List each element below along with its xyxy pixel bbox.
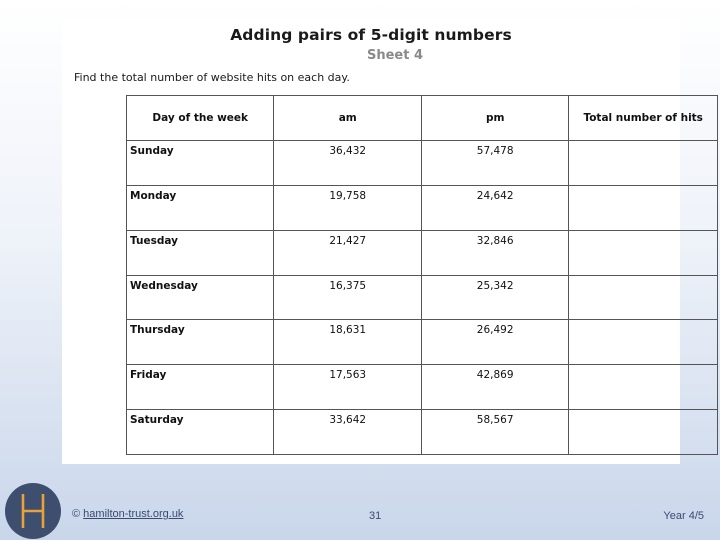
am-cell: 17,563 [274, 365, 421, 410]
day-cell: Sunday [127, 141, 274, 186]
worksheet [62, 21, 703, 464]
copyright-symbol: © [72, 508, 81, 520]
worksheet-subtitle: Sheet 4 [366, 48, 424, 63]
table-row [127, 365, 718, 410]
am-cell: 21,427 [274, 230, 421, 275]
am-cell: 18,631 [274, 320, 421, 365]
total-cell[interactable] [569, 141, 718, 186]
table-row [127, 320, 718, 365]
table-header-row [127, 96, 718, 141]
am-cell: 33,642 [274, 410, 421, 455]
day-cell: Tuesday [127, 230, 274, 275]
table-row [127, 185, 718, 230]
pm-cell: 58,567 [421, 410, 568, 455]
page-number: 31 [369, 510, 382, 522]
header-am: am [274, 96, 421, 141]
am-cell: 16,375 [274, 275, 421, 320]
hamilton-trust-link[interactable]: hamilton-trust.org.uk [83, 508, 184, 520]
pm-cell: 24,642 [421, 185, 568, 230]
header-day: Day of the week [127, 96, 274, 141]
table-row [127, 275, 718, 320]
worksheet-instruction: Find the total number of website hits on each day. [74, 71, 350, 84]
am-cell: 36,432 [274, 141, 421, 186]
total-cell[interactable] [569, 185, 718, 230]
pm-cell: 42,869 [421, 365, 568, 410]
table-row [127, 230, 718, 275]
total-cell[interactable] [569, 230, 718, 275]
total-cell[interactable] [569, 410, 718, 455]
total-cell[interactable] [569, 365, 718, 410]
total-cell[interactable] [569, 275, 718, 320]
website-hits-table [126, 95, 718, 455]
header-total: Total number of hits [569, 96, 718, 141]
total-cell[interactable] [569, 320, 718, 365]
am-cell: 19,758 [274, 185, 421, 230]
pm-cell: 26,492 [421, 320, 568, 365]
header-pm: pm [421, 96, 568, 141]
table-row [127, 141, 718, 186]
table-row [127, 410, 718, 455]
day-cell: Monday [127, 185, 274, 230]
pm-cell: 57,478 [421, 141, 568, 186]
pm-cell: 25,342 [421, 275, 568, 320]
year-group-label: Year 4/5 [663, 510, 704, 522]
day-cell: Saturday [127, 410, 274, 455]
day-cell: Wednesday [127, 275, 274, 320]
day-cell: Friday [127, 365, 274, 410]
copyright-link[interactable] [72, 508, 183, 520]
hamilton-logo-icon [4, 482, 62, 540]
worksheet-title: Adding pairs of 5-digit numbers [230, 26, 512, 44]
pm-cell: 32,846 [421, 230, 568, 275]
day-cell: Thursday [127, 320, 274, 365]
